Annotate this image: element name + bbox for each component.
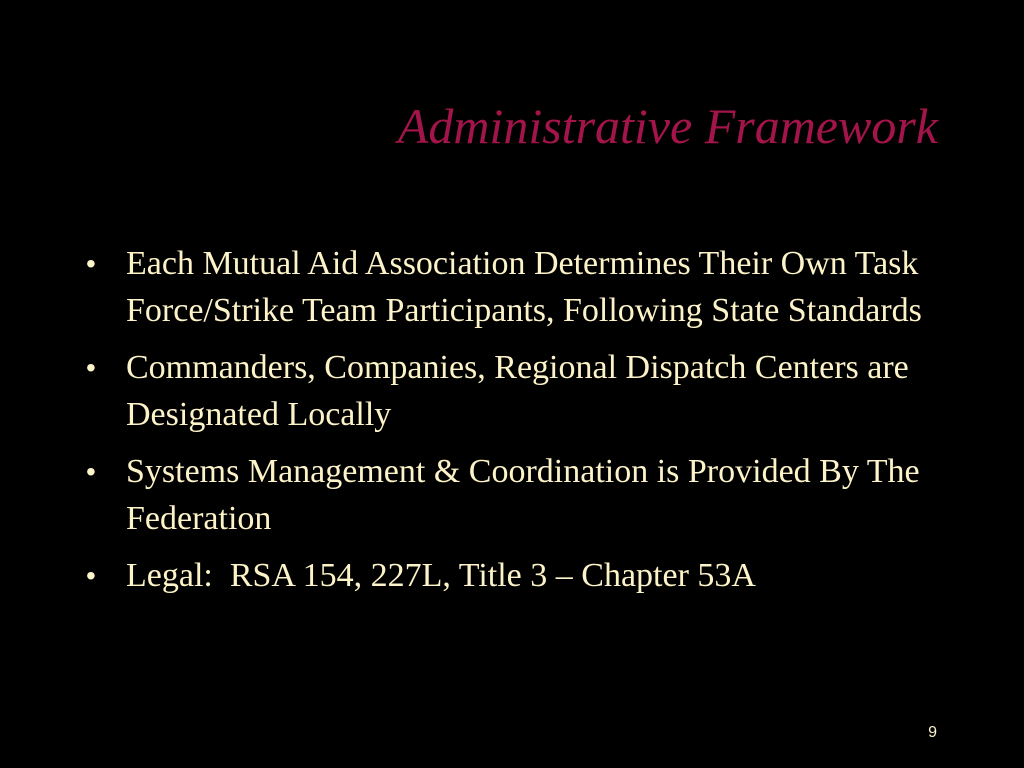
bullet-item: [86, 552, 956, 599]
bullet-marker: •: [86, 456, 96, 487]
bullet-marker: •: [86, 352, 96, 383]
bullet-marker: •: [86, 248, 96, 279]
bullet-list: [86, 240, 956, 609]
bullet-marker: •: [86, 560, 96, 591]
bullet-text: Systems Management & Coordination is Provided By The Federation: [126, 453, 920, 537]
bullet-item: [86, 240, 956, 334]
bullet-text: Commanders, Companies, Regional Dispatch Centers are Designated Locally: [126, 349, 909, 433]
bullet-text: Each Mutual Aid Association Determines Their Own Task Force/Strike Team Participants, Following State Standards: [126, 245, 922, 329]
bullet-item: [86, 344, 956, 438]
bullet-text: Legal: RSA 154, 227L, Title 3 – Chapter 53A: [126, 557, 756, 594]
bullet-item: [86, 448, 956, 542]
slide-title: Administrative Framework: [397, 98, 938, 154]
page-number: 9: [928, 724, 937, 741]
